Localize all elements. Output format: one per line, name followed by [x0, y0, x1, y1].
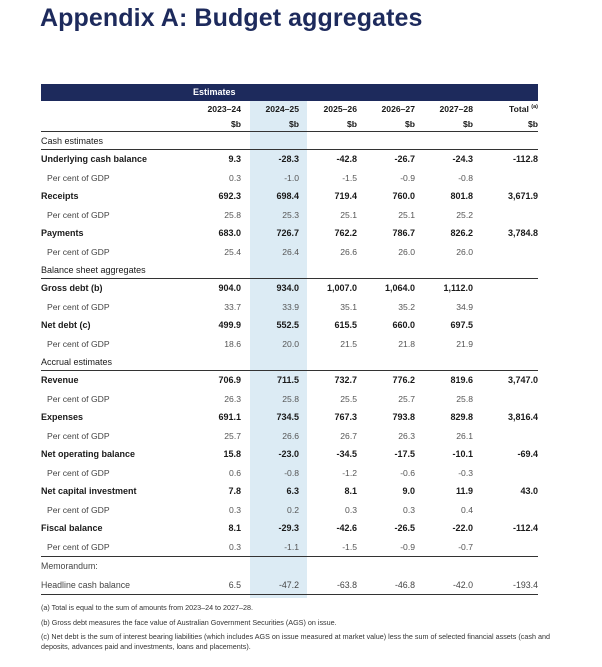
cell-value: 25.1 — [398, 209, 415, 220]
col-unit-0: $b — [186, 117, 244, 132]
memo-label: Memorandum: — [41, 561, 98, 572]
table-row — [41, 169, 538, 188]
cell-value: 43.0 — [520, 486, 538, 497]
section-heading: Accrual estimates — [41, 353, 538, 371]
cell-value: 21.9 — [456, 338, 473, 349]
cell-value: 819.6 — [450, 375, 473, 386]
estimates-label: Estimates — [193, 87, 236, 97]
table-row — [41, 408, 538, 427]
cell-value: -46.8 — [360, 576, 418, 595]
cell-value: -34.5 — [336, 449, 357, 460]
row-label: Per cent of GDP — [47, 246, 110, 257]
table-row — [41, 538, 538, 557]
cell-value: 0.3 — [229, 504, 241, 515]
cell-value: -0.6 — [400, 467, 415, 478]
row-label: Net debt (c) — [41, 320, 91, 331]
cell-value: 20.0 — [282, 338, 299, 349]
cell-value: -0.9 — [360, 538, 418, 557]
cell-value: 691.1 — [218, 412, 241, 423]
col-unit-1: $b — [244, 117, 302, 132]
cell-value: 0.3 — [186, 538, 244, 557]
cell-value: 615.5 — [334, 320, 357, 331]
cell-value: 760.0 — [392, 191, 415, 202]
cell-value: 683.0 — [218, 228, 241, 239]
row-label: Per cent of GDP — [47, 393, 110, 404]
footnotes — [41, 603, 561, 656]
col-unit-5: $b — [476, 117, 538, 132]
row-label: Payments — [41, 228, 84, 239]
cell-value: 25.8 — [224, 209, 241, 220]
column-year-row — [41, 101, 538, 117]
section-heading: Balance sheet aggregates — [41, 261, 538, 279]
cell-value: -1.2 — [342, 467, 357, 478]
col-unit-4: $b — [418, 117, 476, 132]
row-label: Per cent of GDP — [47, 301, 110, 312]
cell-value: 25.5 — [340, 393, 357, 404]
cell-value: 25.2 — [456, 209, 473, 220]
cell-value: -0.7 — [418, 538, 476, 557]
cell-value: -69.4 — [517, 449, 538, 460]
cell-value: -0.8 — [458, 172, 473, 183]
table-body — [41, 101, 538, 595]
cell-value: 801.8 — [450, 191, 473, 202]
cell-value: 26.0 — [456, 246, 473, 257]
cell-value: -23.0 — [278, 449, 299, 460]
cell-value — [476, 464, 538, 483]
table-row — [41, 557, 538, 576]
table-row — [41, 353, 538, 371]
cell-value: -112.8 — [512, 154, 538, 165]
cell-value: -17.5 — [394, 449, 415, 460]
estimates-band — [41, 84, 538, 101]
cell-value: 26.4 — [282, 246, 299, 257]
table-row — [41, 298, 538, 317]
col-year-0: 2023–24 — [207, 104, 241, 114]
cell-value: 706.9 — [218, 375, 241, 386]
cell-value: -47.2 — [244, 576, 302, 595]
cell-value: 552.5 — [276, 320, 299, 331]
cell-value: -26.5 — [394, 523, 415, 534]
row-label: Fiscal balance — [41, 523, 103, 534]
cell-value: 25.1 — [340, 209, 357, 220]
cell-value: -63.8 — [302, 576, 360, 595]
column-unit-row — [41, 117, 538, 132]
cell-value: 25.8 — [282, 393, 299, 404]
col-year-1: 2024–25 — [265, 104, 299, 114]
cell-value: 7.8 — [228, 486, 241, 497]
row-label: Net capital investment — [41, 486, 137, 497]
table-row — [41, 335, 538, 354]
row-label: Per cent of GDP — [47, 467, 110, 478]
cell-value: 0.4 — [461, 504, 473, 515]
cell-value: 25.4 — [224, 246, 241, 257]
cell-value: 734.5 — [276, 412, 299, 423]
cell-value: 0.3 — [345, 504, 357, 515]
cell-value: 26.3 — [224, 393, 241, 404]
row-label: Per cent of GDP — [47, 338, 110, 349]
table-row — [41, 224, 538, 243]
cell-value: 3,747.0 — [507, 375, 538, 386]
row-label: Per cent of GDP — [47, 430, 110, 441]
cell-value: 25.7 — [224, 430, 241, 441]
table-row — [41, 187, 538, 206]
cell-value — [476, 206, 538, 225]
table-row — [41, 427, 538, 446]
cell-value: 904.0 — [218, 283, 241, 294]
cell-value: -1.5 — [302, 538, 360, 557]
cell-value: 0.3 — [403, 504, 415, 515]
table-row — [41, 519, 538, 538]
cell-value: -24.3 — [452, 154, 473, 165]
cell-value: 26.1 — [456, 430, 473, 441]
cell-value: 3,784.8 — [507, 228, 538, 239]
row-label: Per cent of GDP — [47, 504, 110, 515]
row-label: Per cent of GDP — [47, 172, 110, 183]
row-label: Per cent of GDP — [41, 538, 186, 557]
cell-value: 1,064.0 — [384, 283, 415, 294]
table-row — [41, 261, 538, 279]
col-total-label: Total — [508, 104, 529, 114]
row-label: Revenue — [41, 375, 79, 386]
cell-value: 0.6 — [229, 467, 241, 478]
cell-value: 762.2 — [334, 228, 357, 239]
cell-value — [476, 390, 538, 409]
cell-value: 826.2 — [450, 228, 473, 239]
col-unit-2: $b — [302, 117, 360, 132]
table-row — [41, 316, 538, 335]
cell-value: 8.1 — [344, 486, 357, 497]
cell-value: -1.5 — [342, 172, 357, 183]
footnote-b: (b) Gross debt measures the face value of Australian Government Securities (AGS) on issue. — [41, 617, 337, 627]
cell-value: 697.5 — [450, 320, 473, 331]
col-unit-3: $b — [360, 117, 418, 132]
cell-value: -0.8 — [284, 467, 299, 478]
cell-value: 26.6 — [340, 246, 357, 257]
cell-value: -10.1 — [452, 449, 473, 460]
cell-value: -26.7 — [394, 154, 415, 165]
cell-value: -42.6 — [336, 523, 357, 534]
cell-value: 660.0 — [392, 320, 415, 331]
cell-value: -28.3 — [278, 154, 299, 165]
cell-value — [476, 316, 538, 335]
cell-value: 25.8 — [456, 393, 473, 404]
cell-value: 21.5 — [340, 338, 357, 349]
cell-value — [476, 169, 538, 188]
cell-value: 0.3 — [229, 172, 241, 183]
table-row — [41, 243, 538, 262]
cell-value: 15.8 — [223, 449, 241, 460]
cell-value: 26.0 — [398, 246, 415, 257]
row-label: Gross debt (b) — [41, 283, 103, 294]
row-label: Per cent of GDP — [47, 209, 110, 220]
cell-value: -29.3 — [278, 523, 299, 534]
cell-value: 11.9 — [455, 486, 473, 497]
table-row — [41, 206, 538, 225]
budget-table-container — [41, 84, 538, 595]
cell-value: 934.0 — [276, 283, 299, 294]
cell-value: 9.3 — [228, 154, 241, 165]
section-heading: Cash estimates — [41, 132, 538, 150]
cell-value: -193.4 — [476, 576, 538, 595]
footnote-c: (c) Net debt is the sum of interest bearing liabilities (which includes AGS on issue measured at market value) less the sum of selected financial assets (cash and deposits, advances paid and investments, loans and placements). — [41, 632, 550, 651]
cell-value: 776.2 — [392, 375, 415, 386]
cell-value — [476, 279, 538, 298]
cell-value: 0.2 — [287, 504, 299, 515]
cell-value — [476, 298, 538, 317]
cell-value: 33.7 — [224, 301, 241, 312]
cell-value: 26.6 — [282, 430, 299, 441]
cell-value: 21.8 — [398, 338, 415, 349]
cell-value: 692.3 — [218, 191, 241, 202]
cell-value: 9.0 — [402, 486, 415, 497]
cell-value: 767.3 — [334, 412, 357, 423]
cell-value: -42.0 — [418, 576, 476, 595]
cell-value — [476, 427, 538, 446]
budget-aggregates-table — [41, 101, 538, 595]
table-row — [41, 445, 538, 464]
cell-value: -42.8 — [336, 154, 357, 165]
cell-value: 829.8 — [450, 412, 473, 423]
table-row — [41, 150, 538, 169]
cell-value: 18.6 — [224, 338, 241, 349]
table-row — [41, 371, 538, 390]
cell-value: 698.4 — [276, 191, 299, 202]
cell-value: -0.3 — [458, 467, 473, 478]
col-total — [476, 101, 538, 117]
cell-value: -112.4 — [512, 523, 538, 534]
cell-value: 499.9 — [218, 320, 241, 331]
row-label: Headline cash balance — [41, 576, 186, 595]
cell-value: 6.3 — [286, 486, 299, 497]
row-label: Receipts — [41, 191, 79, 202]
cell-value: 3,816.4 — [507, 412, 538, 423]
cell-value: 33.9 — [282, 301, 299, 312]
cell-value: 8.1 — [228, 523, 241, 534]
table-row — [41, 279, 538, 298]
cell-value: 1,007.0 — [326, 283, 357, 294]
cell-value — [476, 243, 538, 262]
col-year-4: 2027–28 — [439, 104, 473, 114]
row-label: Net operating balance — [41, 449, 136, 460]
page-title: Appendix A: Budget aggregates — [40, 4, 423, 32]
cell-value: 6.5 — [186, 576, 244, 595]
col-total-note: (a) — [531, 104, 538, 111]
table-row — [41, 576, 538, 595]
cell-value: 26.3 — [398, 430, 415, 441]
table-row — [41, 464, 538, 483]
cell-value: 26.7 — [340, 430, 357, 441]
col-year-3: 2026–27 — [381, 104, 415, 114]
cell-value: 25.3 — [282, 209, 299, 220]
cell-value — [476, 501, 538, 520]
cell-value — [476, 335, 538, 354]
cell-value: 3,671.9 — [507, 191, 538, 202]
col-year-2: 2025–26 — [323, 104, 357, 114]
cell-value — [476, 538, 538, 557]
cell-value: 34.9 — [456, 301, 473, 312]
cell-value: 35.1 — [340, 301, 357, 312]
cell-value: 726.7 — [276, 228, 299, 239]
row-label: Expenses — [41, 412, 84, 423]
row-label: Underlying cash balance — [41, 154, 148, 165]
table-row — [41, 482, 538, 501]
cell-value: 25.7 — [398, 393, 415, 404]
cell-value: -22.0 — [452, 523, 473, 534]
cell-value: -1.0 — [284, 172, 299, 183]
cell-value: 35.2 — [398, 301, 415, 312]
cell-value: 719.4 — [334, 191, 357, 202]
cell-value: 793.8 — [392, 412, 415, 423]
table-row — [41, 501, 538, 520]
cell-value: 1,112.0 — [443, 283, 473, 294]
cell-value: 711.5 — [276, 375, 299, 386]
footnote-a: (a) Total is equal to the sum of amounts from 2023–24 to 2027–28. — [41, 603, 254, 612]
cell-value: 786.7 — [392, 228, 415, 239]
cell-value: -1.1 — [244, 538, 302, 557]
cell-value: -0.9 — [400, 172, 415, 183]
table-row — [41, 132, 538, 150]
cell-value: 732.7 — [334, 375, 357, 386]
table-row — [41, 390, 538, 409]
